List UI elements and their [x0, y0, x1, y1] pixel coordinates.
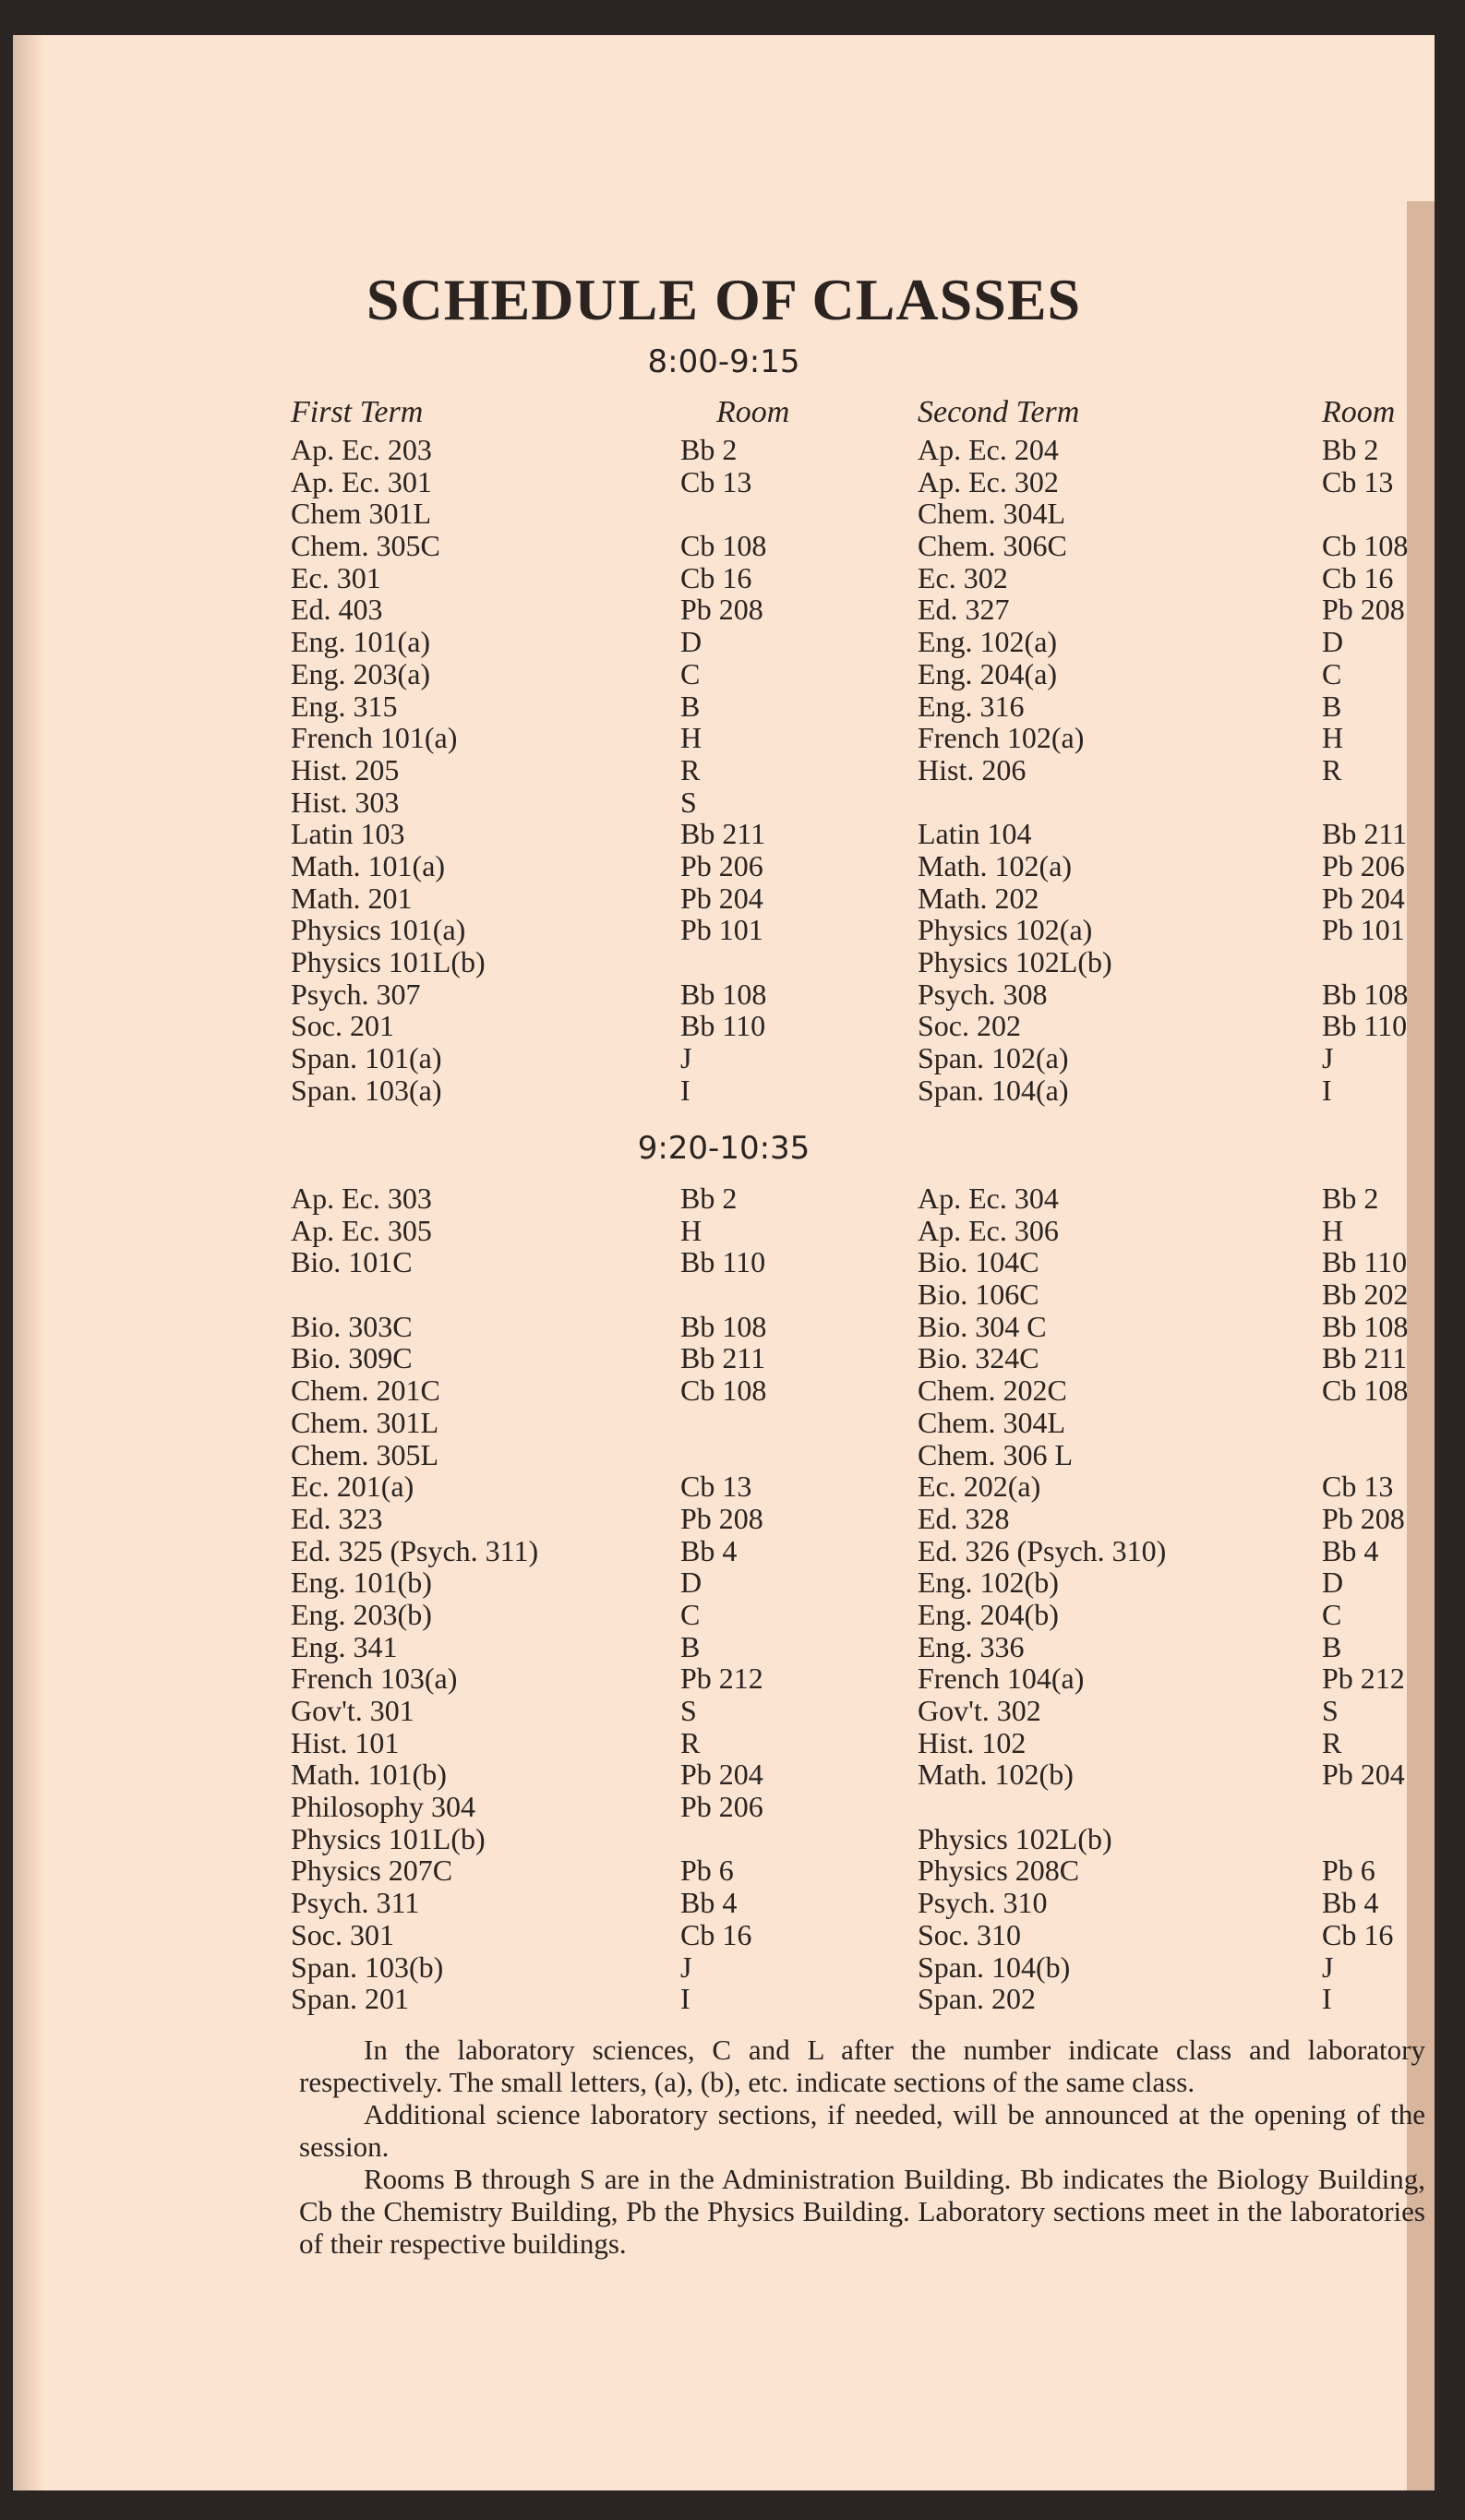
second-term-course: Span. 104(a) — [918, 1073, 1069, 1107]
table-row — [13, 1074, 1435, 1107]
first-term-course: Ap. Ec. 203 — [291, 433, 432, 466]
first-term-room: Pb 212 — [680, 1662, 763, 1696]
second-term-course: Span. 102(a) — [918, 1041, 1069, 1075]
table-row — [13, 1854, 1435, 1887]
second-term-course: Math. 102(a) — [918, 848, 1073, 882]
second-term-room: C — [1322, 1597, 1342, 1631]
first-term-room: Bb 110 — [680, 1245, 766, 1279]
second-term-room: B — [1322, 1629, 1342, 1663]
second-term-course: Physics 102L(b) — [918, 1821, 1112, 1855]
second-term-course: Bio. 106C — [918, 1278, 1039, 1312]
table-row — [13, 434, 1435, 466]
second-term-room: Pb 208 — [1322, 1501, 1405, 1535]
second-term-room: D — [1322, 625, 1344, 659]
second-term-course: Eng. 204(b) — [918, 1597, 1059, 1631]
first-term-course: Math. 201 — [291, 881, 413, 915]
second-term-course: French 104(a) — [918, 1662, 1085, 1696]
first-term-room: S — [680, 1694, 697, 1727]
table-row — [13, 786, 1435, 819]
second-term-room: B — [1322, 689, 1342, 723]
second-term-room: Pb 206 — [1322, 848, 1405, 882]
room-header-first: Room — [716, 395, 790, 429]
second-term-room: D — [1322, 1566, 1344, 1600]
first-term-course: Span. 103(b) — [291, 1950, 444, 1984]
table-row — [13, 1727, 1435, 1759]
second-term-room: Bb 4 — [1322, 1886, 1379, 1920]
first-term-room: Pb 206 — [680, 848, 763, 882]
first-term-course: Ec. 201(a) — [291, 1470, 414, 1504]
first-term-course: Math. 101(a) — [291, 848, 446, 882]
table-row — [13, 914, 1435, 946]
second-term-course: Ed. 328 — [918, 1501, 1010, 1535]
first-term-room: Pb 204 — [680, 1758, 763, 1792]
table-row — [13, 722, 1435, 754]
document-page — [13, 35, 1435, 2490]
first-term-course: Eng. 203(a) — [291, 656, 431, 690]
table-row — [13, 1407, 1435, 1439]
first-term-room: J — [680, 1041, 692, 1075]
first-term-room: Bb 4 — [680, 1533, 738, 1567]
table-row — [13, 530, 1435, 562]
first-term-course: Eng. 203(b) — [291, 1597, 432, 1631]
second-term-course: Hist. 206 — [918, 752, 1027, 786]
table-row — [13, 1311, 1435, 1343]
second-term-course: Physics 208C — [918, 1854, 1080, 1888]
second-term-course: Psych. 308 — [918, 977, 1048, 1011]
second-term-course: Bio. 104C — [918, 1245, 1039, 1279]
table-row — [13, 1823, 1435, 1855]
second-term-room: Cb 108 — [1322, 1374, 1409, 1408]
first-term-course: Physics 101L(b) — [291, 945, 486, 978]
second-term-course: Physics 102L(b) — [918, 945, 1112, 978]
first-term-room: Pb 208 — [680, 1501, 763, 1535]
second-term-room: Bb 2 — [1322, 433, 1379, 466]
second-term-course: Hist. 102 — [918, 1725, 1027, 1759]
second-term-course: Chem. 304L — [918, 1405, 1065, 1439]
first-term-room: Bb 4 — [680, 1886, 738, 1920]
first-term-room: I — [680, 1073, 690, 1107]
table-row — [13, 1042, 1435, 1074]
first-term-course: Ap. Ec. 305 — [291, 1213, 432, 1247]
table-row — [13, 1215, 1435, 1247]
first-term-course: Span. 103(a) — [291, 1073, 442, 1107]
first-term-course: Latin 103 — [291, 817, 405, 851]
second-term-course: Eng. 204(a) — [918, 656, 1058, 690]
first-term-course: Gov't. 301 — [291, 1694, 414, 1727]
second-term-room: Bb 108 — [1322, 1309, 1409, 1343]
first-term-course: Bio. 101C — [291, 1245, 413, 1279]
table-row — [13, 498, 1435, 530]
table-row — [13, 946, 1435, 978]
first-term-course: Psych. 307 — [291, 977, 421, 1011]
timeslot-2-heading: 9:20-10:35 — [637, 1130, 811, 1167]
second-term-room: J — [1322, 1041, 1334, 1075]
second-term-course: Eng. 336 — [918, 1629, 1025, 1663]
first-term-course: Physics 101(a) — [291, 913, 466, 947]
first-term-course: Hist. 205 — [291, 752, 400, 786]
second-term-room: Cb 13 — [1322, 464, 1394, 498]
second-term-course: Math. 102(b) — [918, 1758, 1074, 1792]
table-row — [13, 690, 1435, 723]
first-term-course: Philosophy 304 — [291, 1790, 476, 1824]
table-row — [13, 466, 1435, 498]
table-row — [13, 1010, 1435, 1042]
second-term-room: Bb 2 — [1322, 1182, 1379, 1215]
second-term-course: Ec. 202(a) — [918, 1470, 1041, 1504]
table-row — [13, 1246, 1435, 1278]
table-row — [13, 1951, 1435, 1984]
second-term-room: Bb 4 — [1322, 1533, 1379, 1567]
first-term-course: Ap. Ec. 303 — [291, 1182, 432, 1215]
first-term-course: Chem. 305L — [291, 1437, 438, 1471]
first-term-header: First Term — [291, 395, 424, 429]
slot-1-schedule-table — [13, 434, 1435, 1106]
second-term-room: I — [1322, 1073, 1332, 1107]
note-buildings: Rooms B through S are in the Administration Building. Bb indicates the Biology Building, Cb the Chemistry Building, Pb the Physics Building. Laboratory sections meet in the laboratories of their respective buildings. — [299, 2163, 1425, 2260]
timeslot-1-heading: 8:00-9:15 — [647, 343, 800, 380]
table-row — [13, 1599, 1435, 1631]
notes-section — [299, 2034, 1425, 2260]
note-additional-sections: Additional science laboratory sections, if needed, will be announced at the opening of the session. — [299, 2098, 1425, 2163]
table-row — [13, 1342, 1435, 1374]
first-term-course: Ec. 301 — [291, 560, 381, 594]
first-term-course: Math. 101(b) — [291, 1758, 447, 1792]
first-term-course: Physics 207C — [291, 1854, 453, 1888]
first-term-course: Span. 201 — [291, 1982, 409, 2016]
second-term-room: I — [1322, 1982, 1332, 2016]
first-term-room: S — [680, 785, 697, 819]
table-row — [13, 626, 1435, 658]
first-term-room: Cb 13 — [680, 1470, 752, 1504]
first-term-course: Ed. 323 — [291, 1501, 383, 1535]
table-row — [13, 1278, 1435, 1311]
first-term-room: J — [680, 1950, 692, 1984]
second-term-room: Bb 110 — [1322, 1009, 1408, 1043]
first-term-room: H — [680, 721, 702, 755]
first-term-course: Span. 101(a) — [291, 1041, 442, 1075]
table-row — [13, 850, 1435, 882]
second-term-course: Latin 104 — [918, 817, 1032, 851]
first-term-course: French 101(a) — [291, 721, 458, 755]
first-term-room: Bb 108 — [680, 977, 767, 1011]
second-term-course: Soc. 202 — [918, 1009, 1021, 1043]
first-term-room: Cb 16 — [680, 1917, 752, 1951]
second-term-room: Pb 208 — [1322, 593, 1405, 627]
second-term-course: Chem. 202C — [918, 1374, 1067, 1408]
table-row — [13, 1791, 1435, 1823]
second-term-course: Soc. 310 — [918, 1917, 1021, 1951]
note-lab-sections: In the laboratory sciences, C and L after the number indicate class and laboratory respectively. The small letters, (a), (b), etc. indicate sections of the same class. — [299, 2034, 1425, 2098]
first-term-room: Bb 211 — [680, 1341, 766, 1375]
first-term-course: Eng. 341 — [291, 1629, 398, 1663]
table-row — [13, 594, 1435, 626]
second-term-room: Pb 101 — [1322, 913, 1405, 947]
second-term-room: Pb 204 — [1322, 1758, 1405, 1792]
first-term-course: Psych. 311 — [291, 1886, 420, 1920]
first-term-room: C — [680, 656, 701, 690]
table-row — [13, 882, 1435, 915]
second-term-course: Chem. 304L — [918, 497, 1065, 531]
second-term-course: Bio. 324C — [918, 1341, 1039, 1375]
second-term-room: Pb 212 — [1322, 1662, 1405, 1696]
first-term-course: Chem 301L — [291, 497, 431, 531]
first-term-room: D — [680, 625, 702, 659]
second-term-course: Span. 202 — [918, 1982, 1036, 2016]
first-term-room: B — [680, 1629, 701, 1663]
table-row — [13, 1566, 1435, 1599]
second-term-header: Second Term — [918, 395, 1080, 429]
first-term-room: Cb 16 — [680, 560, 752, 594]
second-term-room: Bb 202 — [1322, 1278, 1409, 1312]
first-term-room: Cb 13 — [680, 464, 752, 498]
second-term-course: Chem. 306C — [918, 529, 1067, 563]
first-term-course: Eng. 101(a) — [291, 625, 431, 659]
table-row — [13, 754, 1435, 786]
table-row — [13, 1983, 1435, 2015]
second-term-room: R — [1322, 752, 1342, 786]
second-term-course: French 102(a) — [918, 721, 1085, 755]
first-term-course: Ed. 403 — [291, 593, 383, 627]
second-term-course: Ec. 302 — [918, 560, 1008, 594]
second-term-course: Gov't. 302 — [918, 1694, 1041, 1727]
first-term-room: Bb 108 — [680, 1309, 767, 1343]
second-term-course: Eng. 102(b) — [918, 1566, 1059, 1600]
table-row — [13, 562, 1435, 594]
page-title: SCHEDULE OF CLASSES — [366, 267, 1082, 332]
table-row — [13, 1470, 1435, 1503]
second-term-course: Math. 202 — [918, 881, 1039, 915]
first-term-room: C — [680, 1597, 701, 1631]
second-term-course: Physics 102(a) — [918, 913, 1093, 947]
first-term-room: D — [680, 1566, 702, 1600]
first-term-room: Pb 6 — [680, 1854, 734, 1888]
first-term-course: Ed. 325 (Psych. 311) — [291, 1533, 539, 1567]
second-term-room: Bb 211 — [1322, 1341, 1408, 1375]
second-term-course: Ap. Ec. 302 — [918, 464, 1059, 498]
first-term-room: Bb 2 — [680, 1182, 738, 1215]
table-row — [13, 1695, 1435, 1727]
first-term-room: B — [680, 689, 701, 723]
table-row — [13, 1919, 1435, 1951]
table-row — [13, 1887, 1435, 1919]
first-term-room: Pb 204 — [680, 881, 763, 915]
table-row — [13, 1374, 1435, 1407]
first-term-room: I — [680, 1982, 690, 2016]
first-term-room: Bb 2 — [680, 433, 738, 466]
slot-2-schedule-table — [13, 1182, 1435, 2015]
first-term-course: French 103(a) — [291, 1662, 458, 1696]
second-term-course: Eng. 102(a) — [918, 625, 1058, 659]
first-term-course: Hist. 303 — [291, 785, 400, 819]
second-term-course: Span. 104(b) — [918, 1950, 1071, 1984]
second-term-room: Bb 108 — [1322, 977, 1409, 1011]
second-term-room: Pb 6 — [1322, 1854, 1375, 1888]
table-row — [13, 1503, 1435, 1535]
second-term-course: Ed. 327 — [918, 593, 1010, 627]
first-term-room: Pb 206 — [680, 1790, 763, 1824]
first-term-course: Physics 101L(b) — [291, 1821, 486, 1855]
table-row — [13, 978, 1435, 1011]
first-term-room: Bb 110 — [680, 1009, 766, 1043]
first-term-room: R — [680, 1725, 701, 1759]
first-term-course: Hist. 101 — [291, 1725, 400, 1759]
second-term-room: Cb 16 — [1322, 560, 1394, 594]
first-term-course: Soc. 201 — [291, 1009, 394, 1043]
table-row — [13, 1439, 1435, 1471]
first-term-room: Cb 108 — [680, 529, 767, 563]
second-term-room: J — [1322, 1950, 1334, 1984]
table-row — [13, 1631, 1435, 1663]
first-term-room: Pb 101 — [680, 913, 763, 947]
second-term-course: Ap. Ec. 306 — [918, 1213, 1059, 1247]
second-term-room: Bb 110 — [1322, 1245, 1408, 1279]
first-term-course: Ap. Ec. 301 — [291, 464, 432, 498]
second-term-room: R — [1322, 1725, 1342, 1759]
second-term-room: H — [1322, 1213, 1344, 1247]
first-term-room: H — [680, 1213, 702, 1247]
second-term-room: Cb 16 — [1322, 1917, 1394, 1951]
first-term-room: R — [680, 752, 701, 786]
second-term-room: Pb 204 — [1322, 881, 1405, 915]
second-term-room: S — [1322, 1694, 1339, 1727]
first-term-room: Pb 208 — [680, 593, 763, 627]
second-term-course: Bio. 304 C — [918, 1309, 1047, 1343]
first-term-course: Chem. 301L — [291, 1405, 438, 1439]
second-term-course: Eng. 316 — [918, 689, 1025, 723]
table-row — [13, 1182, 1435, 1215]
second-term-course: Ap. Ec. 204 — [918, 433, 1059, 466]
first-term-course: Eng. 101(b) — [291, 1566, 432, 1600]
first-term-course: Bio. 309C — [291, 1341, 413, 1375]
second-term-room: Cb 108 — [1322, 529, 1409, 563]
room-header-second: Room — [1322, 395, 1396, 429]
table-row — [13, 658, 1435, 690]
first-term-course: Bio. 303C — [291, 1309, 413, 1343]
table-row — [13, 818, 1435, 850]
table-row — [13, 1662, 1435, 1695]
first-term-room: Bb 211 — [680, 817, 766, 851]
second-term-course: Chem. 306 L — [918, 1437, 1073, 1471]
first-term-room: Cb 108 — [680, 1374, 767, 1408]
second-term-room: Bb 211 — [1322, 817, 1408, 851]
second-term-room: H — [1322, 721, 1344, 755]
first-term-course: Soc. 301 — [291, 1917, 394, 1951]
second-term-course: Ap. Ec. 304 — [918, 1182, 1059, 1215]
first-term-course: Chem. 201C — [291, 1374, 440, 1408]
second-term-room: C — [1322, 656, 1342, 690]
second-term-room: Cb 13 — [1322, 1470, 1394, 1504]
first-term-course: Chem. 305C — [291, 529, 440, 563]
table-row — [13, 1535, 1435, 1567]
table-row — [13, 1758, 1435, 1791]
first-term-course: Eng. 315 — [291, 689, 398, 723]
second-term-course: Psych. 310 — [918, 1886, 1048, 1920]
second-term-course: Ed. 326 (Psych. 310) — [918, 1533, 1167, 1567]
